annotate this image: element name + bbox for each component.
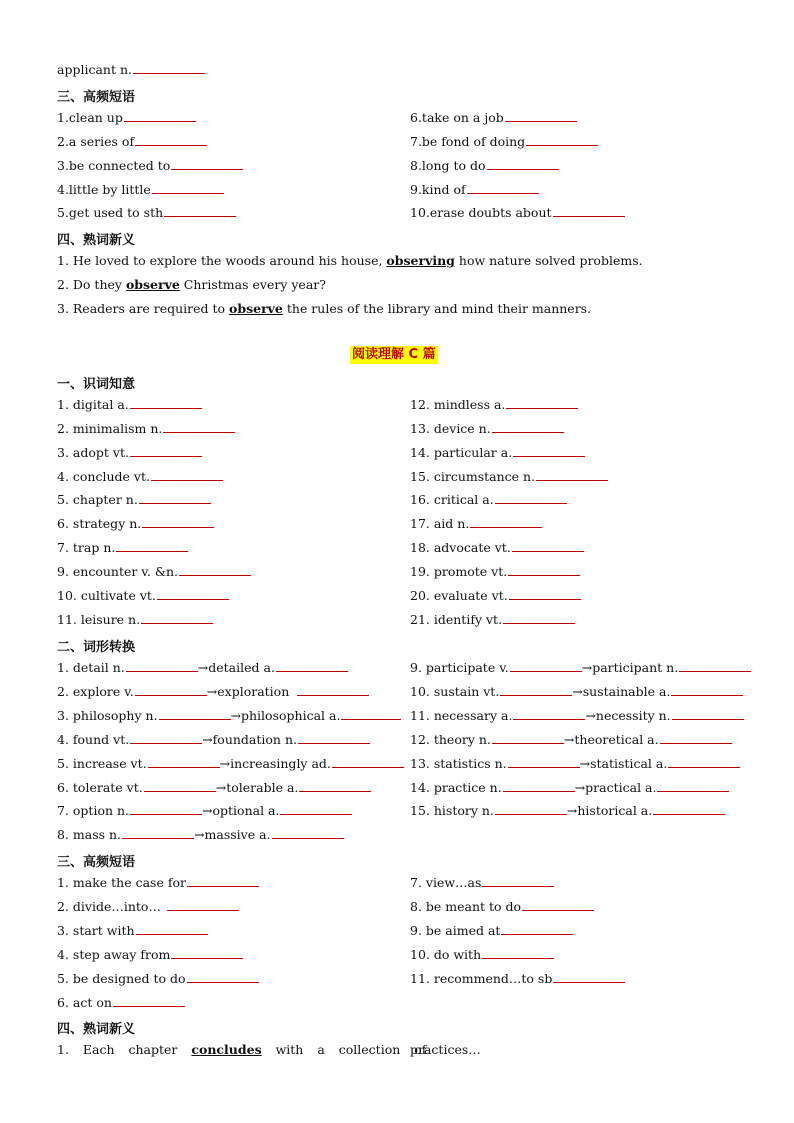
form-item: 1. detail n. →detailed a. bbox=[57, 660, 348, 675]
vocab-applicant: applicant n. bbox=[57, 62, 205, 77]
answer-blank[interactable] bbox=[513, 709, 585, 720]
form-item: 2. explore v. →exploration bbox=[57, 684, 369, 699]
phrase-item: 7. view…as bbox=[410, 875, 554, 890]
phrase-item: 3.be connected to bbox=[57, 158, 243, 173]
phrase-item: 9. be aimed at bbox=[410, 923, 573, 938]
answer-blank[interactable] bbox=[492, 733, 564, 744]
keyword: concludes bbox=[191, 1042, 262, 1057]
answer-blank[interactable] bbox=[130, 804, 202, 815]
sentence-item: 1. He loved to explore the woods around his house, observing how nature solved problems. bbox=[57, 253, 643, 268]
answer-blank[interactable] bbox=[133, 63, 205, 74]
phrase-item: 10. do with bbox=[410, 947, 554, 962]
answer-blank[interactable] bbox=[513, 446, 585, 457]
keyword: observe bbox=[125, 277, 180, 292]
vocab-item: 7. trap n. bbox=[57, 540, 188, 555]
form-item: 3. philosophy n. →philosophical a. bbox=[57, 708, 401, 723]
vocab-item: 14. particular a. bbox=[410, 445, 585, 460]
answer-blank[interactable] bbox=[509, 589, 581, 600]
form-item: 7. option n. →optional a. bbox=[57, 803, 352, 818]
phrase-item: 10.erase doubts about bbox=[410, 205, 625, 220]
vocab-item: 1. digital a. bbox=[57, 397, 202, 412]
form-item: 13. statistics n. →statistical a. bbox=[410, 756, 740, 771]
vocab-item: 10. cultivate vt. bbox=[57, 588, 229, 603]
answer-blank[interactable] bbox=[679, 661, 751, 672]
answer-blank[interactable] bbox=[151, 470, 223, 481]
answer-blank[interactable] bbox=[136, 924, 208, 935]
answer-blank[interactable] bbox=[187, 876, 259, 887]
phrase-item: 8. be meant to do bbox=[410, 899, 594, 914]
answer-blank[interactable] bbox=[668, 757, 740, 768]
phrase-item: 2. divide…into… bbox=[57, 899, 239, 914]
answer-blank[interactable] bbox=[487, 159, 559, 170]
form-item: 4. found vt. →foundation n. bbox=[57, 732, 370, 747]
answer-blank[interactable] bbox=[167, 900, 239, 911]
answer-blank[interactable] bbox=[505, 111, 577, 122]
phrase-item: 1. make the case for bbox=[57, 875, 259, 890]
answer-blank[interactable] bbox=[135, 135, 207, 146]
answer-blank[interactable] bbox=[522, 900, 594, 911]
form-item: 9. participate v. →participant n. bbox=[410, 660, 751, 675]
answer-blank[interactable] bbox=[113, 996, 185, 1007]
answer-blank[interactable] bbox=[657, 781, 729, 792]
keyword: observing bbox=[386, 253, 455, 268]
section-heading: 三、高频短语 bbox=[57, 90, 136, 105]
answer-blank[interactable] bbox=[124, 111, 196, 122]
answer-blank[interactable] bbox=[332, 757, 404, 768]
answer-blank[interactable] bbox=[508, 757, 580, 768]
answer-blank[interactable] bbox=[503, 613, 575, 624]
sentence-item: 1. Each chapter concludes with a collection of bbox=[57, 1042, 427, 1057]
vocab-item: 2. minimalism n. bbox=[57, 421, 235, 436]
answer-blank[interactable] bbox=[467, 183, 539, 194]
phrase-item: 9.kind of bbox=[410, 182, 539, 197]
section-heading: 四、熟词新义 bbox=[57, 1022, 136, 1037]
answer-blank[interactable] bbox=[341, 709, 401, 720]
answer-blank[interactable] bbox=[159, 709, 231, 720]
phrase-item: 4. step away from bbox=[57, 947, 243, 962]
section-heading: 四、熟词新义 bbox=[57, 233, 136, 248]
answer-blank[interactable] bbox=[298, 733, 370, 744]
section-c-title: 阅读理解 C 篇 bbox=[352, 347, 436, 362]
phrase-item: 4.little by little bbox=[57, 182, 224, 197]
phrase-item: 2.a series of bbox=[57, 134, 207, 149]
answer-blank[interactable] bbox=[179, 565, 251, 576]
answer-blank[interactable] bbox=[553, 972, 625, 983]
answer-blank[interactable] bbox=[495, 804, 567, 815]
phrase-item: 6. act on bbox=[57, 995, 185, 1010]
answer-blank[interactable] bbox=[144, 781, 216, 792]
answer-blank[interactable] bbox=[495, 493, 567, 504]
answer-blank[interactable] bbox=[299, 781, 371, 792]
vocab-item: 4. conclude vt. bbox=[57, 469, 223, 484]
vocab-item: 12. mindless a. bbox=[410, 397, 578, 412]
form-item: 10. sustain vt. →sustainable a. bbox=[410, 684, 743, 699]
answer-blank[interactable] bbox=[297, 685, 369, 696]
answer-blank[interactable] bbox=[171, 159, 243, 170]
sentence-item: 3. Readers are required to observe the rules of the library and mind their manners. bbox=[57, 301, 592, 316]
answer-blank[interactable] bbox=[116, 541, 188, 552]
answer-blank[interactable] bbox=[512, 541, 584, 552]
answer-blank[interactable] bbox=[660, 733, 732, 744]
form-item: 11. necessary a. →necessity n. bbox=[410, 708, 744, 723]
answer-blank[interactable] bbox=[139, 493, 211, 504]
answer-blank[interactable] bbox=[171, 948, 243, 959]
phrase-item: 7.be fond of doing bbox=[410, 134, 598, 149]
sentence-continuation: practices… bbox=[410, 1042, 481, 1057]
answer-blank[interactable] bbox=[163, 422, 235, 433]
answer-blank[interactable] bbox=[122, 828, 194, 839]
form-item: 15. history n. →historical a. bbox=[410, 803, 725, 818]
answer-blank[interactable] bbox=[653, 804, 725, 815]
answer-blank[interactable] bbox=[526, 135, 598, 146]
answer-blank[interactable] bbox=[482, 876, 554, 887]
phrase-item: 5.get used to sth bbox=[57, 205, 236, 220]
vocab-item: 17. aid n. bbox=[410, 516, 542, 531]
vocab-item: 9. encounter v. &n. bbox=[57, 564, 251, 579]
sentence-item: 2. Do they observe Christmas every year? bbox=[57, 277, 326, 292]
form-item: 14. practice n. →practical a. bbox=[410, 780, 729, 795]
answer-blank[interactable] bbox=[130, 446, 202, 457]
answer-blank[interactable] bbox=[500, 685, 572, 696]
answer-blank[interactable] bbox=[142, 517, 214, 528]
answer-blank[interactable] bbox=[506, 398, 578, 409]
form-item: 5. increase vt. →increasingly ad. bbox=[57, 756, 404, 771]
vocab-item: 21. identify vt. bbox=[410, 612, 575, 627]
answer-blank[interactable] bbox=[272, 828, 344, 839]
answer-blank[interactable] bbox=[671, 685, 743, 696]
phrase-item: 8.long to do bbox=[410, 158, 559, 173]
section-heading: 三、高频短语 bbox=[57, 855, 136, 870]
answer-blank[interactable] bbox=[164, 206, 236, 217]
answer-blank[interactable] bbox=[508, 565, 580, 576]
answer-blank[interactable] bbox=[126, 661, 198, 672]
answer-blank[interactable] bbox=[553, 206, 625, 217]
section-heading: 一、识词知意 bbox=[57, 377, 136, 392]
vocab-item: 11. leisure n. bbox=[57, 612, 213, 627]
answer-blank[interactable] bbox=[130, 733, 202, 744]
answer-blank[interactable] bbox=[280, 804, 352, 815]
answer-blank[interactable] bbox=[501, 924, 573, 935]
vocab-item: 18. advocate vt. bbox=[410, 540, 584, 555]
phrase-item: 5. be designed to do bbox=[57, 971, 259, 986]
vocab-item: 20. evaluate vt. bbox=[410, 588, 581, 603]
answer-blank[interactable] bbox=[130, 398, 202, 409]
vocab-item: 19. promote vt. bbox=[410, 564, 580, 579]
vocab-item: 15. circumstance n. bbox=[410, 469, 608, 484]
answer-blank[interactable] bbox=[135, 685, 207, 696]
form-item: 8. mass n. →massive a. bbox=[57, 827, 344, 842]
section-heading: 二、词形转换 bbox=[57, 640, 136, 655]
answer-blank[interactable] bbox=[470, 517, 542, 528]
vocab-item: 13. device n. bbox=[410, 421, 564, 436]
answer-blank[interactable] bbox=[276, 661, 348, 672]
answer-blank[interactable] bbox=[536, 470, 608, 481]
phrase-item: 11. recommend…to sb bbox=[410, 971, 625, 986]
vocab-item: 3. adopt vt. bbox=[57, 445, 202, 460]
answer-blank[interactable] bbox=[187, 972, 259, 983]
vocab-item: 5. chapter n. bbox=[57, 492, 211, 507]
answer-blank[interactable] bbox=[482, 948, 554, 959]
phrase-item: 3. start with bbox=[57, 923, 208, 938]
vocab-item: 16. critical a. bbox=[410, 492, 567, 507]
answer-blank[interactable] bbox=[152, 183, 224, 194]
phrase-item: 1.clean up bbox=[57, 110, 196, 125]
form-item: 6. tolerate vt. →tolerable a. bbox=[57, 780, 371, 795]
answer-blank[interactable] bbox=[492, 422, 564, 433]
vocab-item: 6. strategy n. bbox=[57, 516, 214, 531]
answer-blank[interactable] bbox=[141, 613, 213, 624]
answer-blank[interactable] bbox=[157, 589, 229, 600]
answer-blank[interactable] bbox=[148, 757, 220, 768]
phrase-item: 6.take on a job bbox=[410, 110, 577, 125]
answer-blank[interactable] bbox=[510, 661, 582, 672]
answer-blank[interactable] bbox=[672, 709, 744, 720]
keyword: observe bbox=[229, 301, 283, 316]
form-item: 12. theory n. →theoretical a. bbox=[410, 732, 732, 747]
answer-blank[interactable] bbox=[503, 781, 575, 792]
